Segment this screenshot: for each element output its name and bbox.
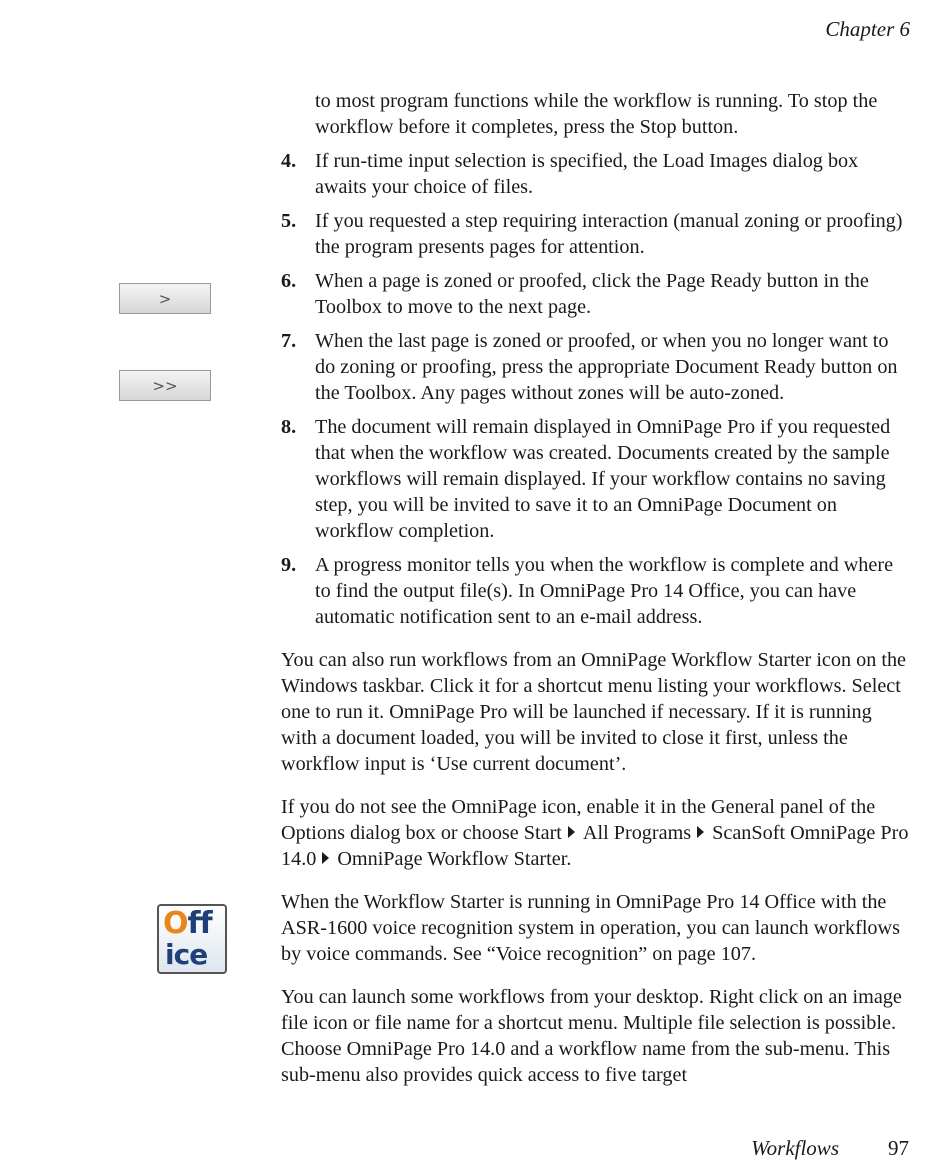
paragraph-options-part-a: If you do not see the OmniPage icon, enable it in the General panel of the Options dialog box or choose Start	[281, 796, 876, 844]
step-text: If you requested a step requiring interaction (manual zoning or proofing) the program presents pages for attention.	[315, 210, 903, 258]
step-item	[281, 552, 911, 630]
paragraph-options	[281, 794, 911, 872]
step-item	[281, 268, 911, 320]
step-item	[281, 148, 911, 200]
paragraph-taskbar: You can also run workflows from an OmniPage Workflow Starter icon on the Windows taskbar. Click it for a shortcut menu listing your workflows. Select one to run it. OmniPage Pro will be launched if necessary. If it is running with a document loaded, you will be invited to close it first, unless the workflow input is ‘Use current document’.	[281, 649, 907, 775]
step-number: 6.	[281, 270, 297, 292]
step-text: When the last page is zoned or proofed, or when you no longer want to do zoning or proofing, press the appropriate Document Ready button on the Toolbox. Any pages without zones will be auto-zoned.	[315, 330, 898, 404]
document-ready-button-illustration: >>	[119, 370, 211, 401]
menu-arrow-icon	[568, 826, 575, 838]
step-text: When a page is zoned or proofed, click the Page Ready button in the Toolbox to move to the next page.	[315, 270, 869, 318]
step-number: 7.	[281, 330, 297, 352]
page-footer	[0, 1136, 950, 1162]
page-ready-button-illustration: >	[119, 283, 211, 314]
step-number: 9.	[281, 554, 297, 576]
step-text: The document will remain displayed in OmniPage Pro if you requested that when the workflow was created. Documents created by the sample workflows will remain displayed. If your workflow contains no saving step, you will be invited to save it to an OmniPage Document on workflow completion.	[315, 416, 891, 542]
step-number: 8.	[281, 416, 297, 438]
chapter-header: Chapter 6	[825, 17, 910, 41]
paragraph-desktop: You can launch some workflows from your desktop. Right click on an image file icon or file name for a shortcut menu. Multiple file selection is possible. Choose OmniPage Pro 14.0 and a workflow name from the sub-menu. This sub-menu also provides quick access to five target	[281, 986, 902, 1086]
body-text	[281, 88, 911, 1088]
office-icon-line1: Off	[163, 906, 212, 941]
office-icon-line2: ice	[165, 938, 208, 971]
paragraph-options-part-d: OmniPage Workflow Starter.	[337, 848, 572, 870]
paragraph-options-part-c: ScanSoft OmniPage Pro 14.0	[281, 822, 909, 870]
menu-arrow-icon	[322, 852, 329, 864]
step-number: 4.	[281, 150, 297, 172]
step-text: If run-time input selection is specified, the Load Images dialog box awaits your choice of files.	[315, 150, 859, 198]
paragraph-options-part-b: All Programs	[582, 822, 692, 844]
step-text: A progress monitor tells you when the workflow is complete and where to find the output file(s). In OmniPage Pro 14 Office, you can have automatic notification sent to an e-mail address.	[315, 554, 894, 628]
step-item	[281, 328, 911, 406]
step-item	[281, 208, 911, 260]
continued-step-text: to most program functions while the workflow is running. To stop the workflow before it completes, press the Stop button.	[315, 90, 878, 138]
step-item	[281, 414, 911, 544]
page-number: 97	[888, 1136, 909, 1160]
office-icon	[157, 904, 227, 974]
paragraph-voice: When the Workflow Starter is running in OmniPage Pro 14 Office with the ASR-1600 voice recognition system in operation, you can launch workflows by voice commands. See “Voice recognition” on page 107.	[281, 891, 900, 965]
step-number: 5.	[281, 210, 297, 232]
menu-arrow-icon	[697, 826, 704, 838]
footer-section-title: Workflows	[751, 1136, 839, 1160]
